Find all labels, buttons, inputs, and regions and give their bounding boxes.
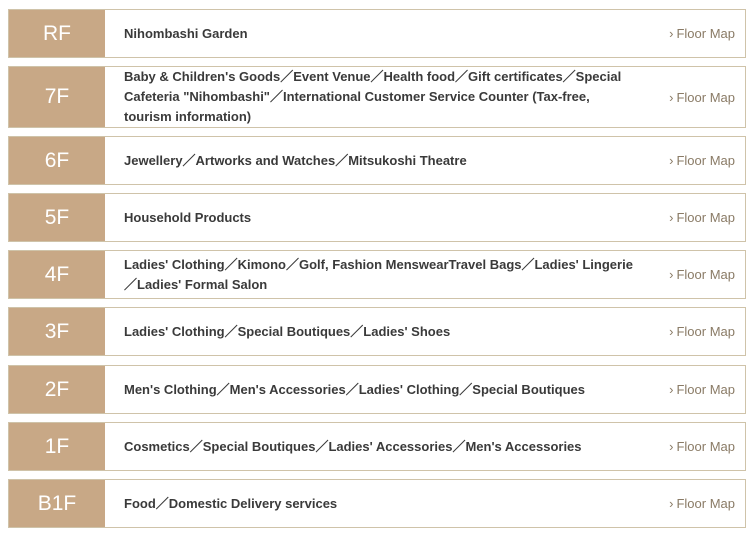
floor-map-link-label: Floor Map [676, 324, 735, 339]
floor-map-link-label: Floor Map [676, 439, 735, 454]
floor-map-link-label: Floor Map [676, 382, 735, 397]
chevron-right-icon: › [669, 439, 674, 454]
floor-map-link[interactable] [647, 423, 745, 470]
floor-map-link[interactable] [647, 480, 745, 527]
floor-badge: 4F [9, 251, 105, 298]
floor-description: Ladies' Clothing／Special Boutiques／Ladies' Shoes [124, 323, 451, 339]
floor-row-b1f[interactable] [8, 479, 746, 528]
floor-row-7f[interactable] [8, 66, 746, 128]
floor-row-rf[interactable] [8, 9, 746, 58]
floor-description: Men's Clothing／Men's Accessories／Ladies' Clothing／Special Boutiques [124, 381, 585, 397]
floor-row-3f[interactable] [8, 307, 746, 356]
floor-map-link-label: Floor Map [676, 496, 735, 511]
chevron-right-icon: › [669, 267, 674, 282]
floor-map-link-label: Floor Map [676, 267, 735, 282]
floor-row-2f[interactable] [8, 365, 746, 414]
floor-map-link-label: Floor Map [676, 210, 735, 225]
chevron-right-icon: › [669, 26, 674, 41]
floor-description: Cosmetics／Special Boutiques／Ladies' Accessories／Men's Accessories [124, 438, 582, 454]
floor-map-link-label: Floor Map [676, 153, 735, 168]
chevron-right-icon: › [669, 496, 674, 511]
chevron-right-icon: › [669, 153, 674, 168]
floor-row-5f[interactable] [8, 193, 746, 242]
floor-row-4f[interactable] [8, 250, 746, 299]
floor-badge: 3F [9, 308, 105, 355]
floor-badge: B1F [9, 480, 105, 527]
floor-badge: 2F [9, 366, 105, 413]
floor-description: Jewellery／Artworks and Watches／Mitsukoshi Theatre [124, 152, 467, 168]
floor-description: Nihombashi Garden [124, 25, 248, 41]
floor-map-link[interactable] [647, 137, 745, 184]
floor-badge: 1F [9, 423, 105, 470]
floor-row-6f[interactable] [8, 136, 746, 185]
floor-map-link[interactable] [647, 308, 745, 355]
chevron-right-icon: › [669, 382, 674, 397]
floor-map-link-label: Floor Map [676, 89, 735, 105]
floor-map-link[interactable] [647, 10, 745, 57]
chevron-right-icon: › [669, 89, 674, 105]
chevron-right-icon: › [669, 210, 674, 225]
floor-description: Food／Domestic Delivery services [124, 495, 338, 511]
floor-map-link[interactable] [647, 366, 745, 413]
floor-description: Household Products [124, 209, 252, 225]
floor-description: Ladies' Clothing／Kimono／Golf, Fashion MenswearTravel Bags／Ladies' Lingerie／Ladies' Formal Salon [124, 256, 633, 292]
floor-map-link[interactable] [647, 67, 745, 127]
floor-map-link[interactable] [647, 194, 745, 241]
floor-description: Baby & Children's Goods／Event Venue／Health food／Gift certificates／Special Cafeteria "Nihombashi"／International Customer Service Counter (Tax-free, tourism information) [124, 69, 622, 124]
floor-badge: 7F [9, 67, 105, 127]
floor-badge: RF [9, 10, 105, 57]
floor-map-link-label: Floor Map [676, 26, 735, 41]
floor-row-1f[interactable] [8, 422, 746, 471]
floor-badge: 6F [9, 137, 105, 184]
floor-map-link[interactable] [647, 251, 745, 298]
chevron-right-icon: › [669, 324, 674, 339]
floor-badge: 5F [9, 194, 105, 241]
